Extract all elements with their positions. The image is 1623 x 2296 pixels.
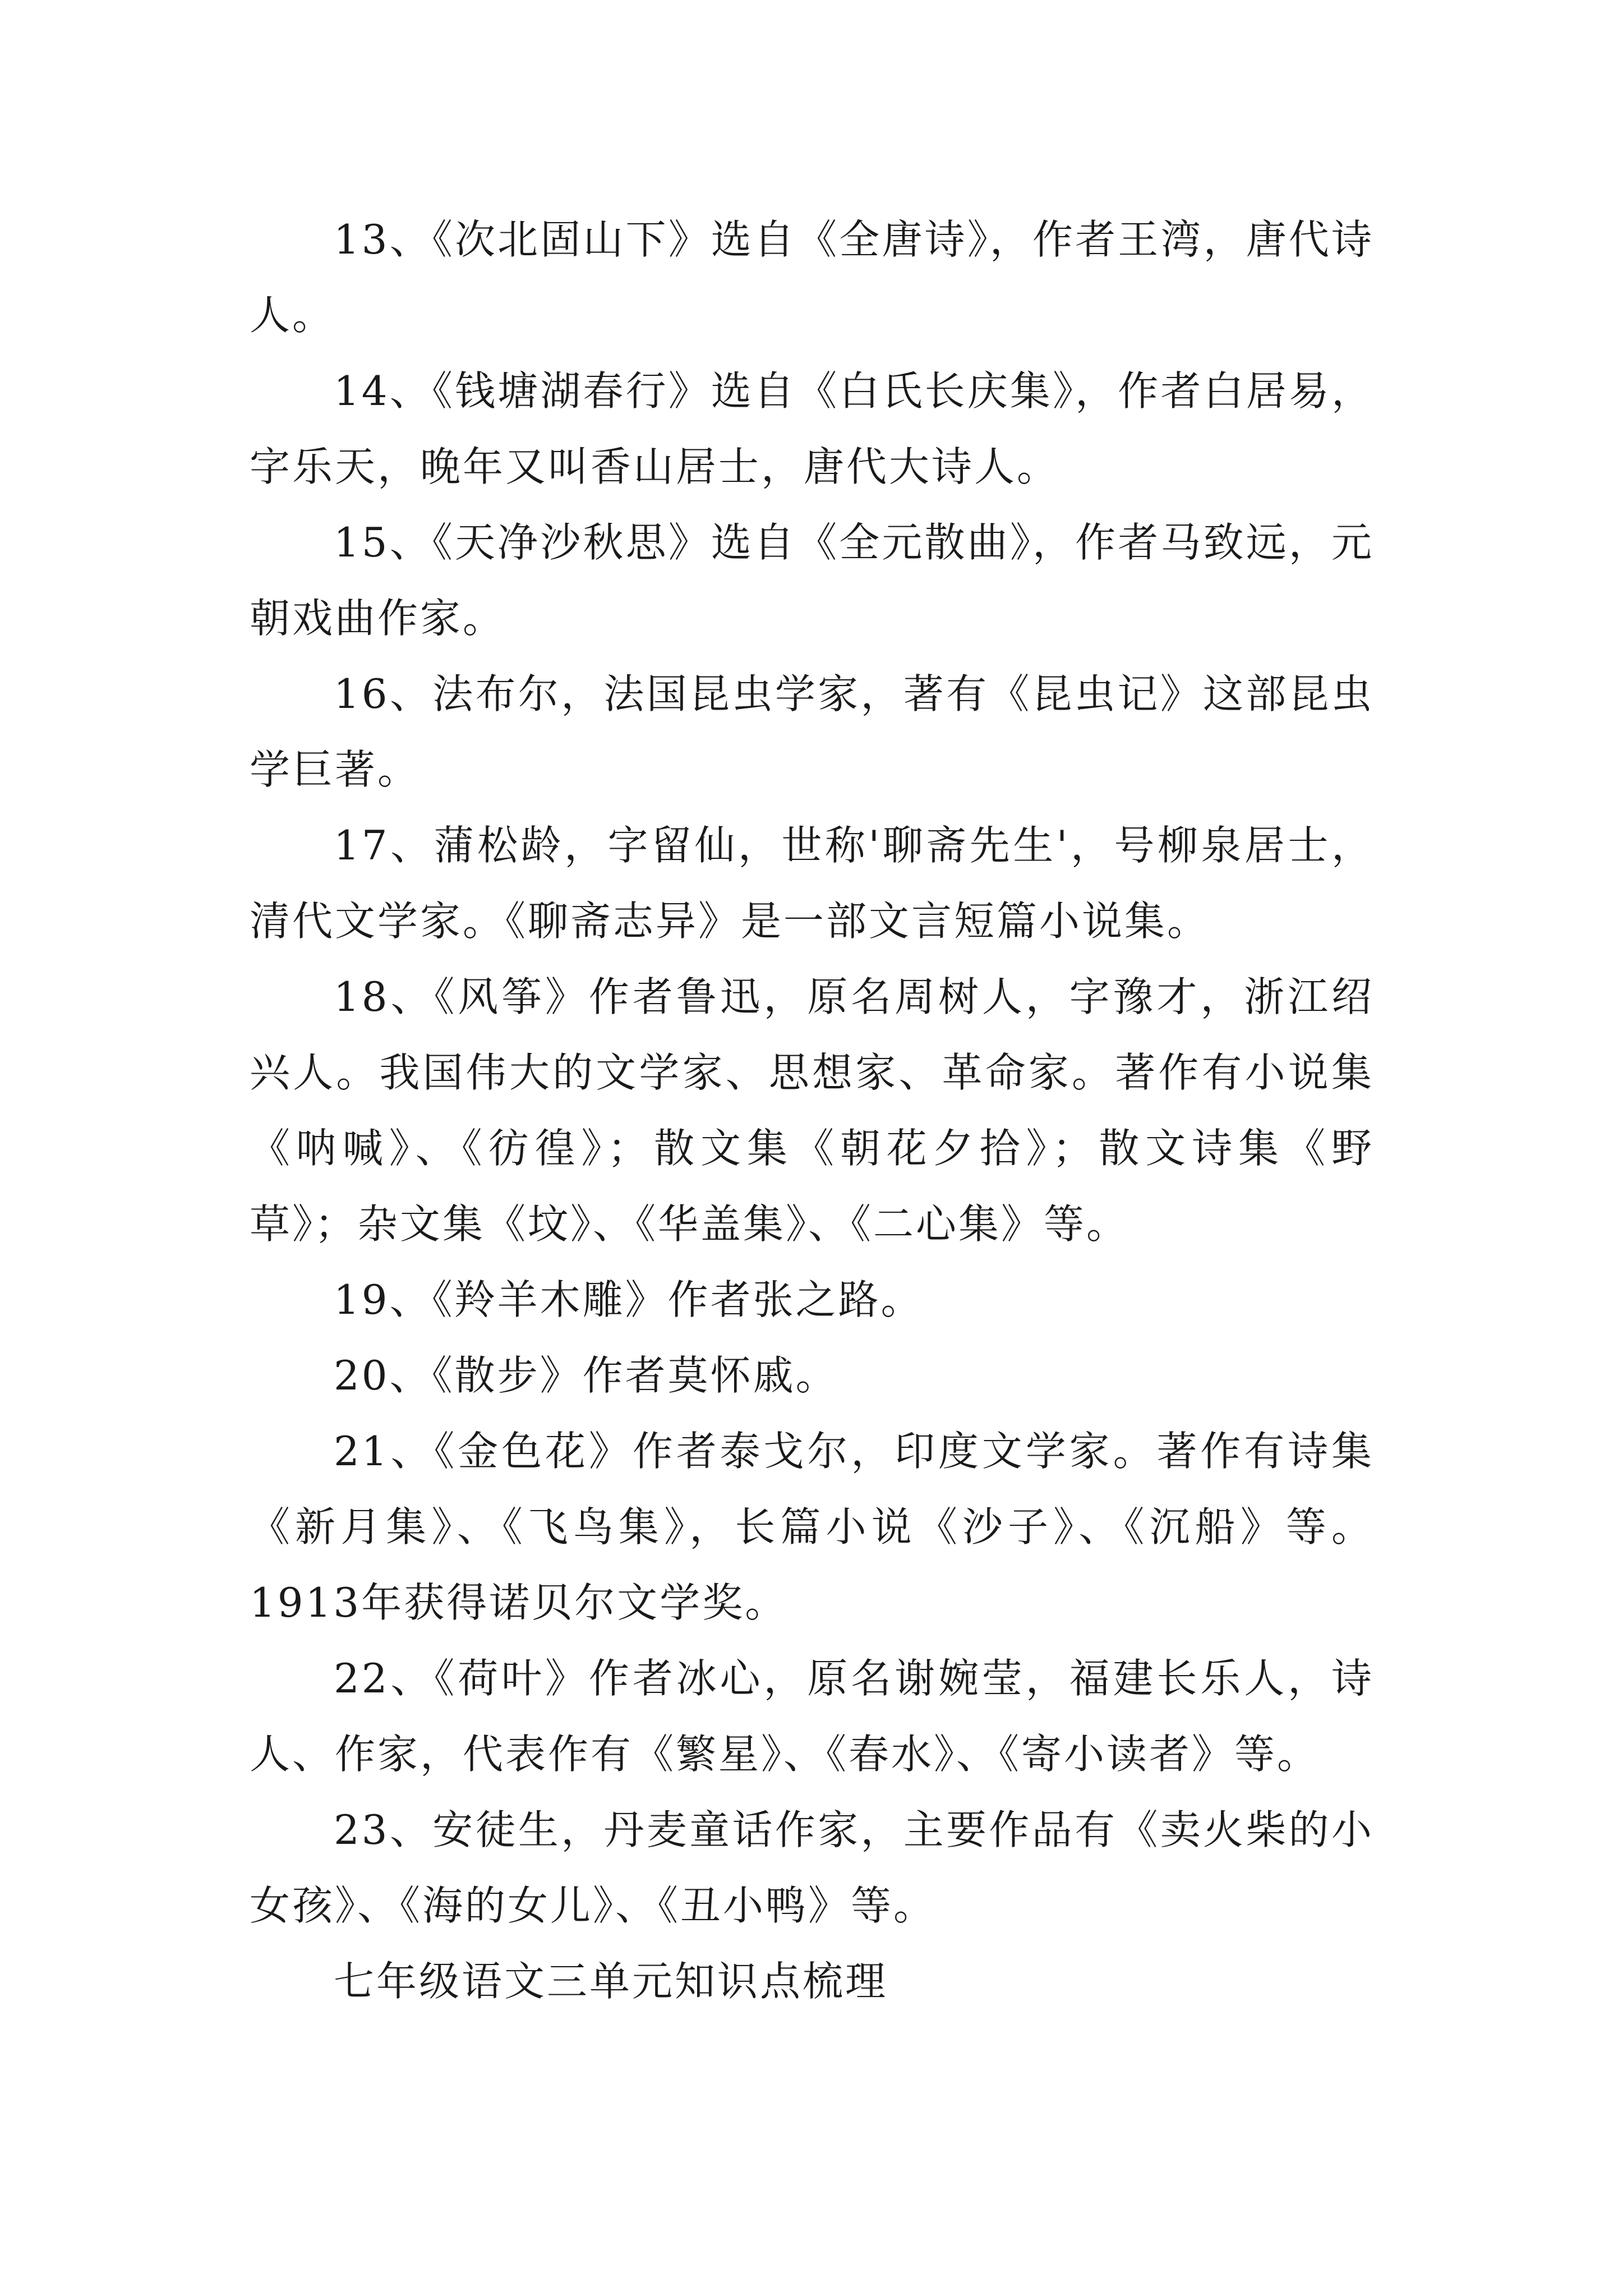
document-page bbox=[250, 202, 1374, 2019]
paragraph-16: 16、法布尔，法国昆虫学家，著有《昆虫记》这部昆虫学巨著。 bbox=[250, 670, 1374, 793]
paragraph-22: 22、《荷叶》作者冰心，原名谢婉莹，福建长乐人，诗人、作家，代表作有《繁星》、《春水》、《寄小读者》等。 bbox=[250, 1655, 1374, 1778]
paragraph-23: 23、安徒生，丹麦童话作家，主要作品有《卖火柴的小女孩》、《海的女儿》、《丑小鸭》等。 bbox=[250, 1806, 1374, 1929]
paragraph-15: 15、《天净沙秋思》选自《全元散曲》，作者马致远，元朝戏曲作家。 bbox=[250, 519, 1374, 642]
paragraph-19: 19、《羚羊木雕》作者张之路。 bbox=[334, 1276, 924, 1323]
paragraph-21: 21、《金色花》作者泰戈尔，印度文学家。著作有诗集《新月集》、《飞鸟集》，长篇小说《沙子》、《沉船》等。1913年获得诺贝尔文学奖。 bbox=[250, 1428, 1374, 1626]
paragraph-18: 18、《风筝》作者鲁迅，原名周树人，字豫才，浙江绍兴人。我国伟大的文学家、思想家、革命家。著作有小说集《呐喊》、《彷徨》；散文集《朝花夕拾》；散文诗集《野草》；杂文集《坟》、《华盖集》、《二心集》等。 bbox=[250, 973, 1374, 1248]
paragraph-17: 17、蒲松龄，字留仙，世称'聊斋先生'，号柳泉居士，清代文学家。《聊斋志异》是一部文言短篇小说集。 bbox=[250, 822, 1374, 945]
paragraph-13: 13、《次北固山下》选自《全唐诗》，作者王湾，唐代诗人。 bbox=[250, 216, 1374, 339]
section-heading: 七年级语文三单元知识点梳理 bbox=[334, 1958, 888, 2005]
paragraph-20: 20、《散步》作者莫怀戚。 bbox=[334, 1352, 838, 1399]
paragraph-14: 14、《钱塘湖春行》选自《白氏长庆集》，作者白居易，字乐天，晚年又叫香山居士，唐代大诗人。 bbox=[250, 367, 1374, 490]
